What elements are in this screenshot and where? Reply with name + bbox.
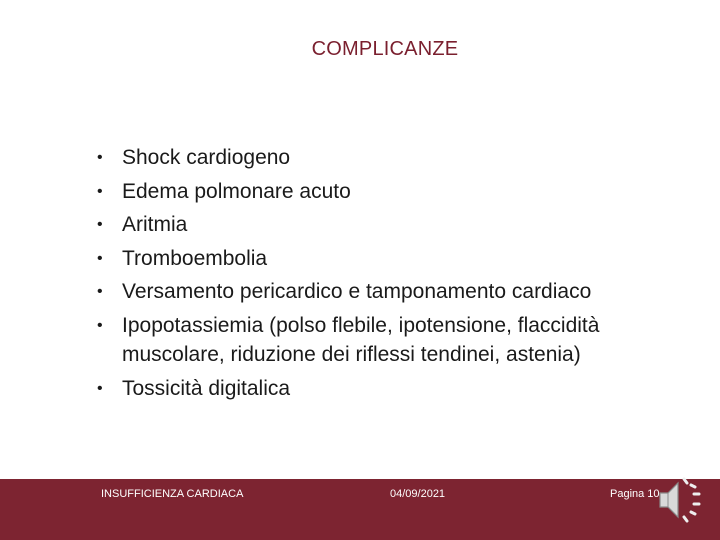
- list-item-text: Tromboembolia: [122, 246, 268, 270]
- footer-title: INSUFFICIENZA CARDIACA: [101, 488, 244, 500]
- list-item-text: Tossicità digitalica: [122, 376, 291, 400]
- bullet-dot: •: [97, 316, 103, 334]
- slide-title: COMPLICANZE: [311, 38, 459, 60]
- list-item-text: Ipopotassiemia (polso flebile, ipotensione, flaccidità muscolare, riduzione dei riflessi tendinei, astenia): [122, 313, 600, 366]
- bullet-dot: •: [97, 149, 103, 166]
- list-item: [97, 311, 697, 370]
- list-item-text: Edema polmonare acuto: [122, 179, 351, 203]
- footer-date: 04/09/2021: [390, 488, 446, 500]
- bullet-dot: •: [97, 379, 103, 397]
- list-item: [97, 244, 697, 274]
- bullet-dot: •: [97, 249, 103, 267]
- bullet-dot: •: [97, 216, 103, 233]
- list-item-text: Aritmia: [122, 213, 188, 236]
- list-item: [97, 210, 697, 240]
- bullet-list: [97, 143, 697, 407]
- list-item: [97, 277, 697, 307]
- list-item-text: Versamento pericardico e tamponamento cardiaco: [122, 280, 592, 303]
- speaker-icon[interactable]: [652, 475, 708, 525]
- bullet-dot: •: [97, 182, 103, 200]
- list-item-text: Shock cardiogeno: [122, 146, 291, 169]
- footer-page-number: Pagina 10: [610, 488, 660, 500]
- list-item: [97, 177, 697, 207]
- bullet-dot: •: [97, 283, 103, 300]
- list-item: [97, 143, 697, 173]
- list-item: [97, 374, 697, 404]
